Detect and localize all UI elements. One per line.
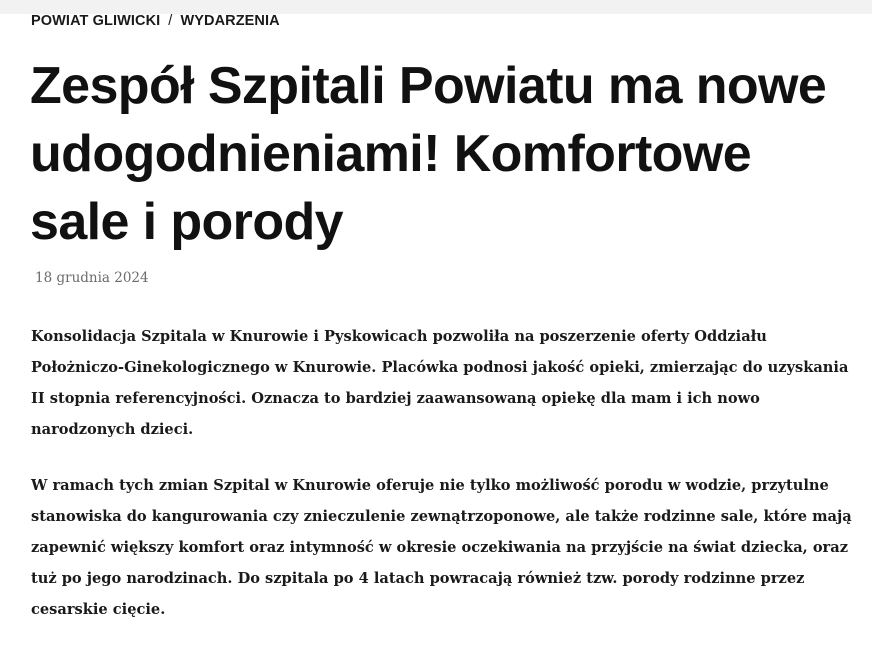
article-paragraph: Konsolidacja Szpitala w Knurowie i Pyskowicach pozwoliła na poszerzenie oferty Oddziału Położniczo-Ginekologicznego w Knurowie. Placówka podnosi jakość opieki, zmierzając do uzyskania II stopnia referencyjności. Oznacza to bardziej zaawansowaną opiekę dla mam i ich nowo narodzonych dzieci. [31, 328, 849, 438]
article-title: Zespół Szpitali Powiatu ma nowe udogodnieniami! Komfortowe sale i porody [30, 57, 827, 251]
article-date: 18 grudnia 2024 [35, 270, 149, 286]
breadcrumb-item-powiat-gliwicki[interactable]: POWIAT GLIWICKI [31, 13, 161, 29]
article-body [31, 321, 859, 650]
breadcrumb-item-wydarzenia[interactable]: WYDARZENIA [180, 13, 280, 29]
breadcrumb-separator: / [168, 13, 173, 29]
article-paragraph: W ramach tych zmian Szpital w Knurowie oferuje nie tylko możliwość porodu w wodzie, przytulne stanowiska do kangurowania czy znieczulenie zewnątrzoponowe, ale także rodzinne sale, które mają zapewnić większy komfort oraz intymność w okresie oczekiwania na przyjście na świat dziecka, oraz tuż po jego narodzinach. Do szpitala po 4 latach powracają również tzw. porody rodzinne przez cesarskie cięcie. [31, 477, 852, 618]
breadcrumb [31, 13, 280, 29]
top-strip [0, 0, 872, 14]
